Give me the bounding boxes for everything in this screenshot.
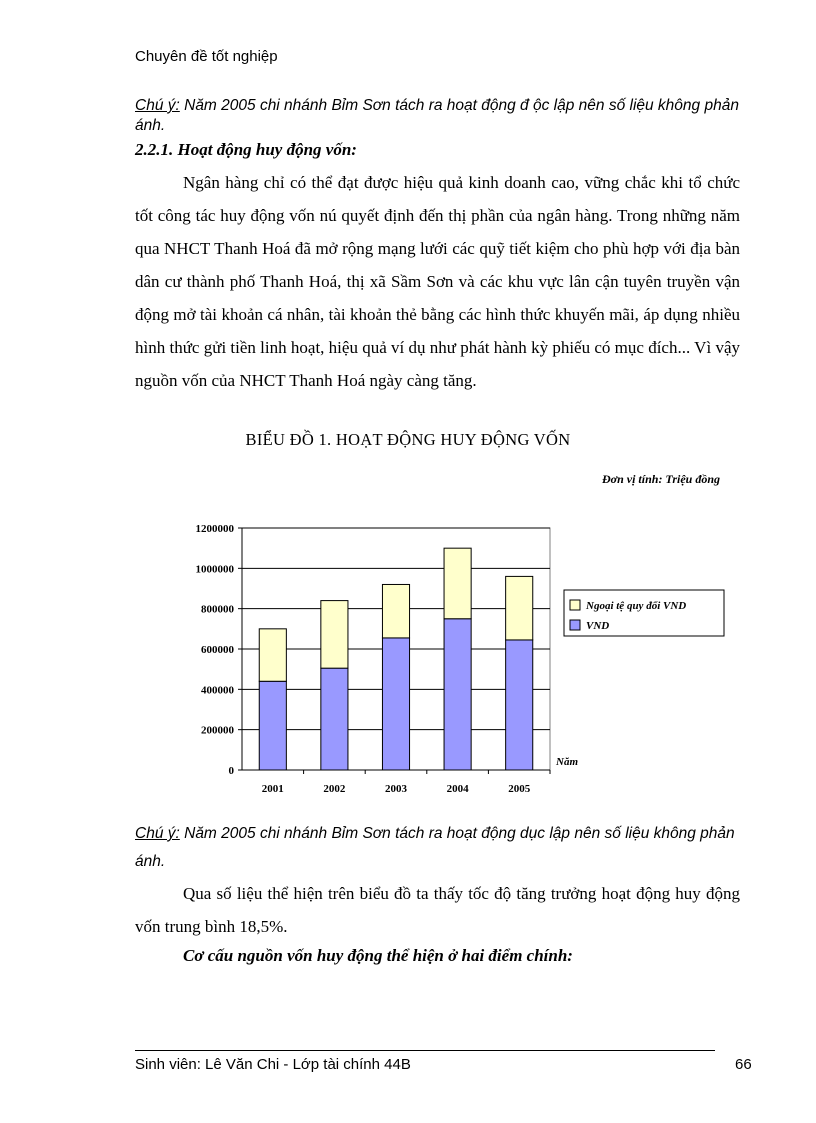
bar-ngoai-te-2002 <box>321 601 348 669</box>
bar-vnd-2003 <box>382 638 409 770</box>
chart-caption: BIỂU ĐỒ 1. HOẠT ĐỘNG HUY ĐỘNG VỐN <box>245 430 571 449</box>
y-tick-label: 400000 <box>201 684 234 697</box>
sub-heading: Cơ cấu nguồn vốn huy động thể hiện ở hai điểm chính: <box>183 946 573 965</box>
body-paragraph <box>135 166 740 397</box>
y-tick-label: 600000 <box>201 644 234 656</box>
section-heading: 2.2.1. Hoạt động huy động vốn: <box>135 140 357 159</box>
x-tick-label: 2002 <box>323 783 346 795</box>
bar-ngoai-te-2003 <box>382 584 409 637</box>
x-axis-label: Năm <box>556 756 578 768</box>
y-tick-label: 0 <box>228 765 234 777</box>
unit-label: Đơn vị tính: Triệu đồng <box>601 472 720 486</box>
x-tick-label: 2001 <box>261 783 284 795</box>
bar-ngoai-te-2001 <box>259 629 286 681</box>
x-tick-label: 2003 <box>385 783 407 795</box>
note-label: Chú ý: <box>135 97 180 114</box>
page-number: 66 <box>735 1056 752 1073</box>
bar-vnd-2001 <box>259 681 286 770</box>
x-tick-label: 2004 <box>446 783 469 795</box>
footer-divider <box>135 1050 715 1051</box>
note-top <box>135 96 745 136</box>
bar-ngoai-te-2004 <box>444 548 471 619</box>
document-header: Chuyên đề tốt nghiệp <box>135 48 278 65</box>
bar-vnd-2005 <box>506 640 533 770</box>
bar-vnd-2002 <box>321 668 348 770</box>
legend-swatch <box>570 620 580 630</box>
x-tick-label: 2005 <box>508 783 531 795</box>
paragraph-text: Qua số liệu thể hiện trên biểu đồ ta thấy tốc độ tăng trưởng hoạt động huy động vốn trung bình 18,5%. <box>135 884 740 936</box>
legend-label: Ngoại tệ quy đổi VND <box>586 600 687 612</box>
note-label: Chú ý: <box>135 825 180 842</box>
footer-student: Sinh viên: Lê Văn Chi - Lớp tài chính 44B <box>135 1056 411 1073</box>
note-text: Năm 2005 chi nhánh Bỉm Sơn tách ra hoạt động dục lập nên số liệu không phản ánh. <box>135 825 735 870</box>
bar-vnd-2004 <box>444 619 471 770</box>
note-bottom <box>135 820 745 876</box>
bar-ngoai-te-2005 <box>506 576 533 640</box>
note-text: Năm 2005 chi nhánh Bỉm Sơn tách ra hoạt động đ ộc lập nên số liệu không phản ánh. <box>135 97 739 134</box>
y-tick-label: 1000000 <box>195 563 234 576</box>
bar-chart <box>160 510 760 810</box>
paragraph-text: Ngân hàng chỉ có thể đạt được hiệu quả kinh doanh cao, vững chắc khi tổ chức tốt công tác huy động vốn nú quyết định đến thị phần của ngân hàng. Trong những năm qua NHCT Thanh Hoá đã mở rộng mạng lưới các quỹ tiết kiệm cho phù hợp với địa bàn dân cư thành phố Thanh Hoá, thị xã Sầm Sơn và các khu vực lân cận tuyên truyền vận động mở tài khoản cá nhân, tài khoản thẻ bằng các hình thức khuyến mãi, áp dụng nhiều hình thức gửi tiền linh hoạt, hiệu quả ví dụ như phát hành kỳ phiếu có mục đích... Vì vậy nguồn vốn của NHCT Thanh Hoá ngày càng tăng. <box>135 173 740 390</box>
y-tick-label: 1200000 <box>195 523 234 535</box>
y-tick-label: 800000 <box>201 603 234 616</box>
summary-paragraph <box>135 877 740 943</box>
legend-swatch <box>570 600 580 610</box>
y-tick-label: 200000 <box>201 724 234 737</box>
legend-label: VND <box>586 620 610 632</box>
